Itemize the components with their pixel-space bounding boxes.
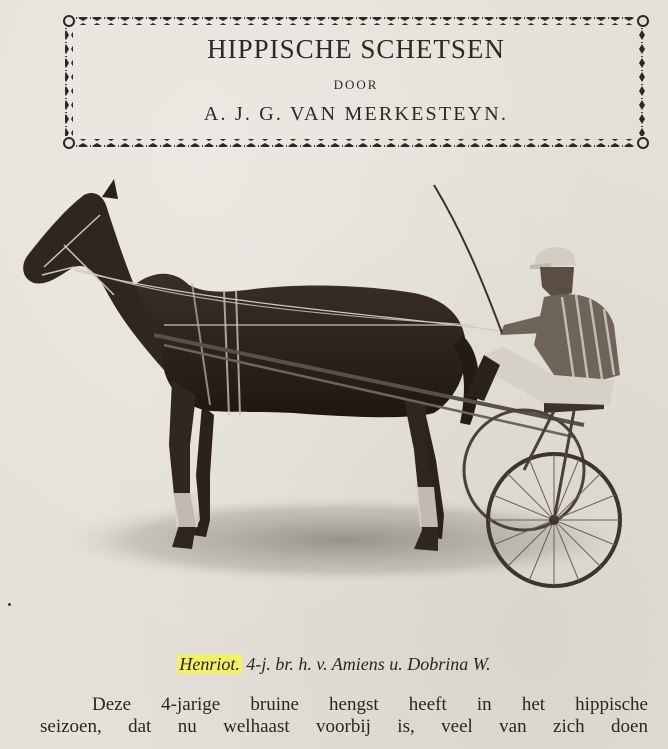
- horse-name-highlighted: Henriot.: [179, 654, 240, 674]
- author-name: A. J. G. VAN MERKESTEYN.: [203, 103, 509, 125]
- horse-pedigree: 4-j. br. h. v. Amiens u. Dobrina W.: [246, 654, 491, 674]
- body-line-2: seizoen, dat nu welhaast voorbij is, veel van zich doen: [40, 716, 648, 737]
- photo-caption: [0, 654, 668, 675]
- page-title: HIPPISCHE SCHETSEN: [207, 34, 505, 64]
- title-block: [62, 14, 650, 150]
- horse-photo: [14, 175, 654, 615]
- margin-mark: [8, 603, 11, 606]
- article-body: [40, 694, 648, 738]
- title-frame: [62, 14, 650, 150]
- body-line-1: Deze 4-jarige bruine hengst heeft in het hippische: [92, 694, 648, 715]
- by-label: DOOR: [333, 77, 379, 92]
- horse-with-sulky-illustration: [14, 175, 654, 615]
